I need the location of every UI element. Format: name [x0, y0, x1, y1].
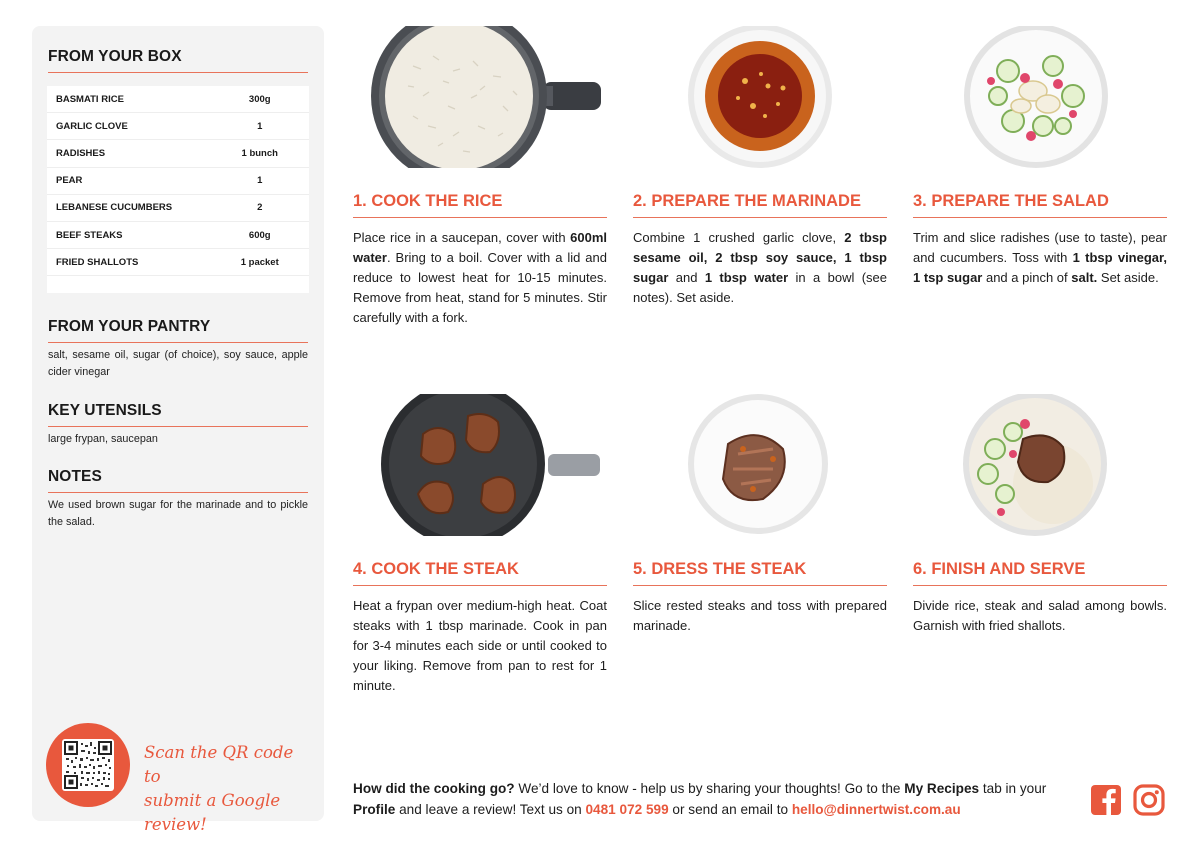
from-your-pantry-heading: FROM YOUR PANTRY: [48, 318, 308, 343]
ingredient-qty: 1 bunch: [241, 147, 278, 159]
ingredient-name: BEEF STEAKS: [56, 229, 123, 241]
ingredient-qty: 1: [257, 120, 263, 132]
step-4-photo: [353, 394, 607, 536]
ingredient-name: PEAR: [56, 175, 83, 187]
step-2-photo: [633, 26, 887, 168]
text-segment: 2 tbsp sesame oil, 2 tbsp soy sauce, 1 tbsp sugar: [633, 230, 887, 285]
step-2-text: [633, 228, 887, 308]
text-segment[interactable]: hello@dinnertwist.com.au: [791, 802, 961, 817]
text-segment: How did the cooking go?: [353, 781, 515, 796]
step-5-text: [633, 596, 887, 636]
pantry-text: salt, sesame oil, sugar (of choice), soy sauce, apple cider vinegar: [48, 349, 308, 378]
text-segment: and a pinch of: [982, 270, 1072, 285]
ingredient-name: GARLIC CLOVE: [56, 120, 128, 132]
text-segment: Set aside.: [1097, 270, 1159, 285]
ingredient-row: [47, 195, 309, 222]
step-6-photo: [913, 394, 1167, 536]
notes-text: We used brown sugar for the marinade and to pickle the salad.: [48, 499, 308, 528]
feedback-footer: [353, 778, 1068, 820]
qr-caption-line1: Scan the QR code to: [144, 743, 294, 786]
ingredient-qty: 1: [257, 175, 263, 187]
text-segment[interactable]: 0481 072 599: [585, 802, 669, 817]
utensils-text: large frypan, saucepan: [48, 433, 158, 445]
qr-badge[interactable]: [46, 723, 130, 807]
ingredient-row: [47, 140, 309, 167]
step-5-photo: [633, 394, 887, 536]
text-segment: and leave a review! Text us on: [395, 802, 586, 817]
qr-caption-line2: submit a Google review!: [144, 791, 281, 834]
ingredient-row: [47, 168, 309, 195]
ingredient-row: [47, 113, 309, 140]
text-segment: We’d love to know - help us by sharing your thoughts! Go to the: [514, 781, 905, 796]
ingredient-qty: 600g: [248, 229, 271, 241]
text-segment: or send an email to: [668, 802, 792, 817]
text-segment: and: [668, 270, 705, 285]
text-segment: 1 tbsp water: [704, 270, 789, 285]
ingredient-name: LEBANESE CUCUMBERS: [56, 202, 173, 214]
ingredient-row: [47, 86, 309, 113]
text-segment: My Recipes: [904, 781, 980, 796]
text-segment: salt.: [1071, 270, 1098, 285]
step-3-title: 3. PREPARE THE SALAD: [913, 192, 1167, 218]
ingredient-qty: 300g: [248, 93, 271, 105]
ingredient-row: [47, 222, 309, 249]
text-segment: tab in your: [979, 781, 1047, 796]
qr-caption: [144, 741, 314, 837]
ingredient-qty: 2: [257, 202, 263, 214]
text-segment: Slice rested steaks and toss with prepared marinade.: [633, 598, 887, 633]
ingredient-name: BASMATI RICE: [56, 93, 124, 105]
text-segment: in a bowl (see notes). Set aside.: [633, 270, 888, 305]
step-6-text: [913, 596, 1167, 636]
text-segment: Heat a frypan over medium-high heat. Coat steaks with 1 tbsp marinade. Cook in pan for 3-4 minutes each side or until cooked to your liking. Remove from pan to rest for 1 minute.: [353, 598, 607, 693]
text-segment: Profile: [353, 802, 396, 817]
ingredients-table: [47, 86, 309, 293]
step-3-text: [913, 228, 1167, 288]
notes-heading: NOTES: [48, 468, 308, 493]
ingredient-row: [47, 249, 309, 276]
text-segment: . Bring to a boil. Cover with a lid and reduce to lowest heat for 10-15 minutes. Remove from heat, stand for 5 minutes. Stir carefully with a fork.: [353, 250, 607, 325]
instagram-icon[interactable]: [1133, 784, 1167, 818]
text-segment: 1 tbsp vinegar, 1 tsp sugar: [913, 250, 1167, 285]
sidebar-panel: [32, 26, 324, 834]
step-5-title: 5. DRESS THE STEAK: [633, 560, 887, 586]
from-your-box-heading: FROM YOUR BOX: [48, 48, 308, 73]
text-segment: Combine 1 crushed garlic clove,: [633, 230, 845, 245]
step-1-title: 1. COOK THE RICE: [353, 192, 607, 218]
text-segment: Divide rice, steak and salad among bowls. Garnish with fried shallots.: [913, 598, 1167, 633]
step-1-text: [353, 228, 607, 328]
key-utensils-heading: KEY UTENSILS: [48, 402, 308, 427]
text-segment: Trim and slice radishes (use to taste), pear and cucumbers. Toss with: [913, 230, 1167, 265]
ingredient-name: FRIED SHALLOTS: [56, 256, 139, 268]
step-6-title: 6. FINISH AND SERVE: [913, 560, 1167, 586]
qr-code[interactable]: [62, 739, 114, 791]
facebook-icon[interactable]: [1090, 784, 1124, 818]
step-1-photo: [353, 26, 607, 168]
ingredient-qty: 1 packet: [240, 256, 279, 268]
text-segment: Place rice in a saucepan, cover with: [353, 230, 571, 245]
step-2-title: 2. PREPARE THE MARINADE: [633, 192, 887, 218]
text-segment: 600ml water: [353, 230, 607, 265]
ingredient-name: RADISHES: [56, 147, 106, 159]
step-4-text: [353, 596, 607, 696]
step-3-photo: [913, 26, 1167, 168]
step-4-title: 4. COOK THE STEAK: [353, 560, 607, 586]
